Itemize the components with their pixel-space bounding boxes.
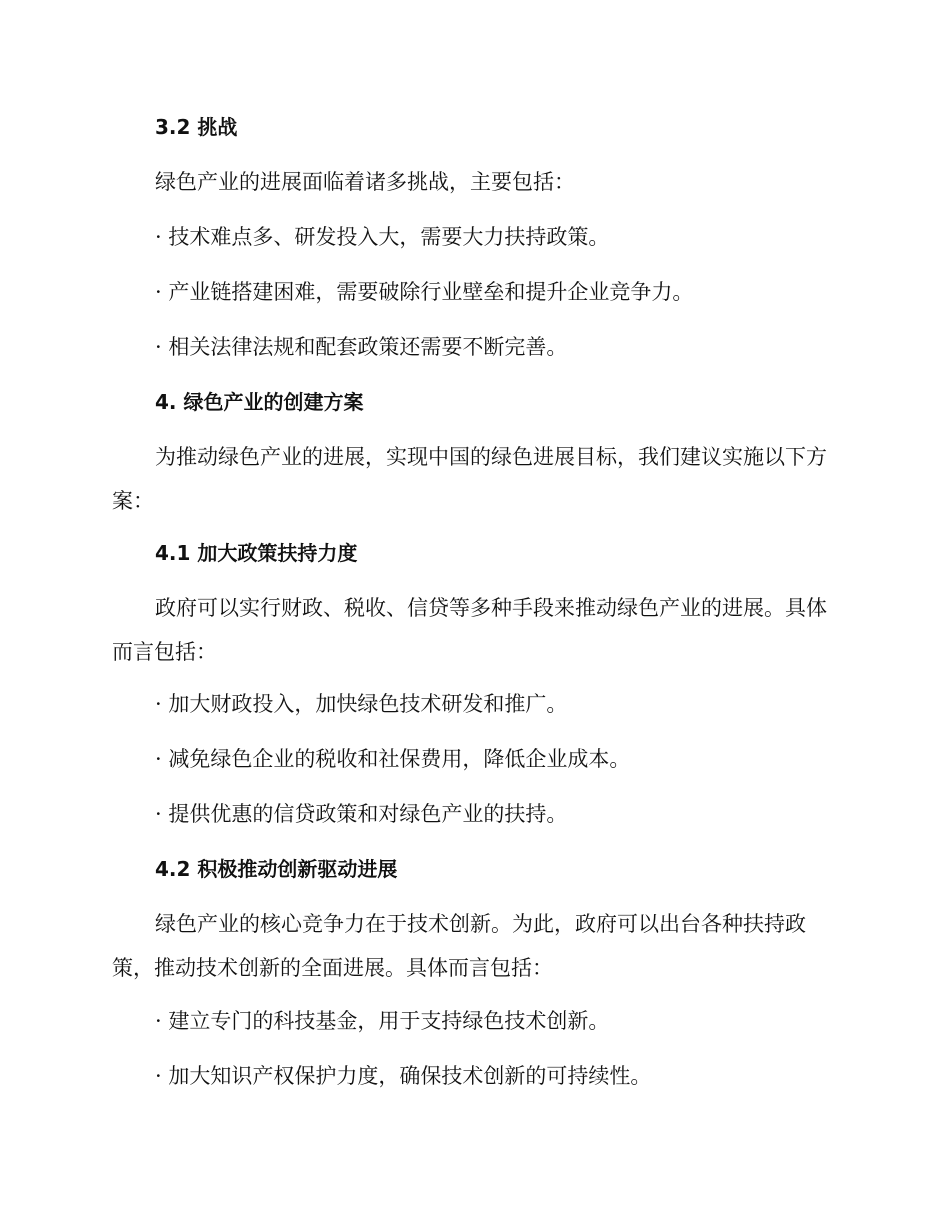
bullet-4-1-3: · 提供优惠的信贷政策和对绿色产业的扶持。 xyxy=(155,802,568,826)
heading-3-2: 3.2 挑战 xyxy=(155,115,238,139)
paragraph-4-2-intro: 绿色产业的核心竞争力在于技术创新。为此，政府可以出台各种扶持政策，推动技术创新的全面进展。具体而言包括： xyxy=(112,912,806,980)
bullet-4-1-1: · 加大财政投入，加快绿色技术研发和推广。 xyxy=(155,692,568,716)
paragraph-4-intro: 为推动绿色产业的进展，实现中国的绿色进展目标，我们建议实施以下方案： xyxy=(112,445,827,513)
bullet-3-2-3: · 相关法律法规和配套政策还需要不断完善。 xyxy=(155,335,568,359)
bullet-3-2-1: · 技术难点多、研发投入大，需要大力扶持政策。 xyxy=(155,225,610,249)
bullet-4-2-2: · 加大知识产权保护力度，确保技术创新的可持续性。 xyxy=(155,1064,652,1088)
bullet-3-2-2: · 产业链搭建困难，需要破除行业壁垒和提升企业竞争力。 xyxy=(155,280,694,304)
paragraph-4-1-intro: 政府可以实行财政、税收、信贷等多种手段来推动绿色产业的进展。具体而言包括： xyxy=(112,596,827,664)
bullet-4-1-2: · 减免绿色企业的税收和社保费用，降低企业成本。 xyxy=(155,747,631,771)
heading-4: 4. 绿色产业的创建方案 xyxy=(155,390,364,414)
heading-4-1: 4.1 加大政策扶持力度 xyxy=(155,541,358,565)
heading-4-2: 4.2 积极推动创新驱动进展 xyxy=(155,857,398,881)
paragraph-3-2-intro: 绿色产业的进展面临着诸多挑战，主要包括： xyxy=(155,170,575,194)
bullet-4-2-1: · 建立专门的科技基金，用于支持绿色技术创新。 xyxy=(155,1009,610,1033)
